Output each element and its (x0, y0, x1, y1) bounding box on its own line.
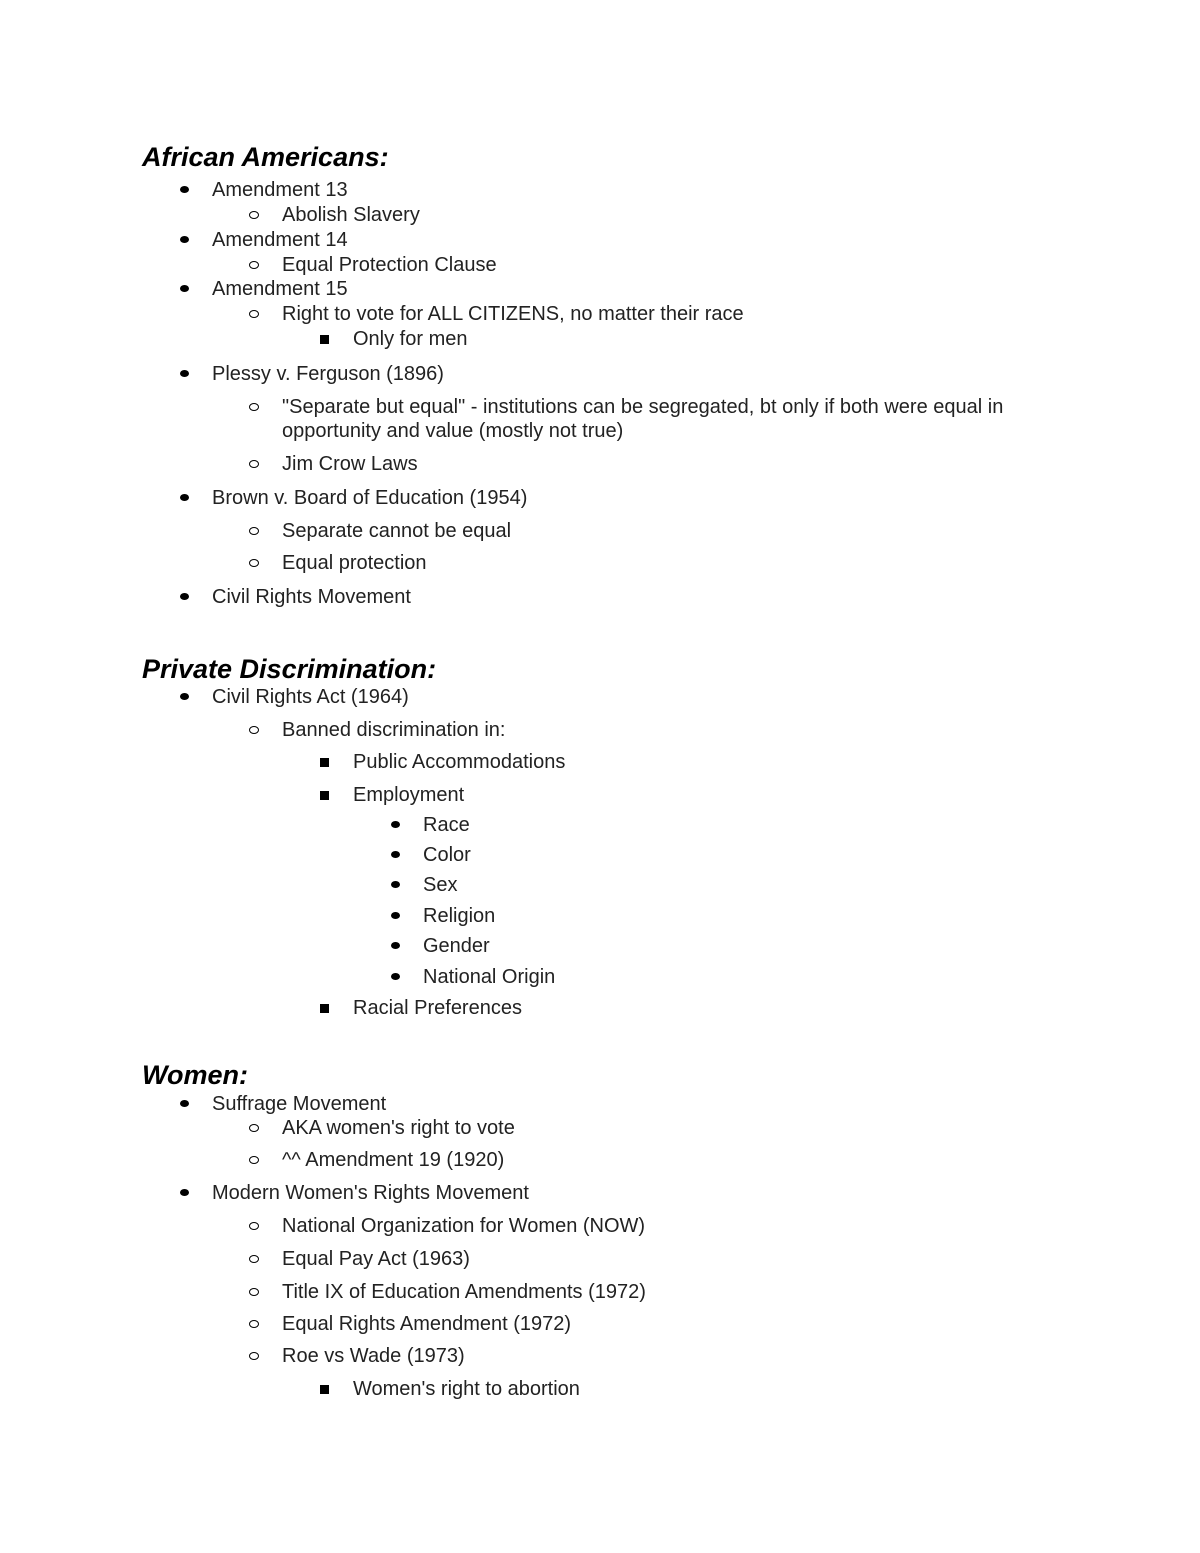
bullet-disc-icon (180, 693, 189, 700)
bullet-square-icon (320, 1004, 329, 1013)
bullet-circle-icon (249, 460, 259, 468)
list-item-text: Jim Crow Laws (282, 453, 418, 475)
bullet-disc-icon (180, 593, 189, 600)
list-item (212, 277, 348, 301)
list-item (353, 1377, 580, 1401)
list-item (282, 1214, 645, 1238)
list-item-text: Amendment 14 (212, 229, 348, 251)
list-item (212, 362, 444, 386)
list-item (282, 1148, 504, 1172)
list-item (282, 1280, 646, 1304)
bullet-disc-icon (391, 912, 400, 919)
list-item-text: Equal Rights Amendment (1972) (282, 1313, 572, 1335)
list-item-text: Right to vote for ALL CITIZENS, no matter their race (282, 303, 744, 325)
list-item-text: Racial Preferences (353, 997, 522, 1019)
list-item-text: Civil Rights Movement (212, 586, 411, 608)
list-item-text: Banned discrimination in: (282, 719, 506, 741)
list-item-text: "Separate but equal" - institutions can be segregated, bt only if both were equal in opportunity and value (mostly not true) (282, 396, 1004, 442)
list-item-text: Equal protection (282, 552, 427, 574)
section-heading-women: Women: (142, 1060, 248, 1090)
list-item-text: Employment (353, 784, 465, 806)
list-item-text: Brown v. Board of Education (1954) (212, 487, 528, 509)
bullet-circle-icon (249, 1124, 259, 1132)
list-item-text: Equal Protection Clause (282, 254, 497, 276)
list-item (212, 585, 411, 609)
bullet-circle-icon (249, 261, 259, 269)
bullet-disc-icon (180, 494, 189, 501)
list-item-text: Modern Women's Rights Movement (212, 1182, 529, 1204)
list-item-text: Religion (423, 905, 496, 927)
list-item (353, 750, 565, 774)
list-item (423, 904, 495, 928)
bullet-disc-icon (391, 851, 400, 858)
bullet-square-icon (320, 758, 329, 767)
list-item (282, 551, 427, 575)
bullet-circle-icon (249, 1320, 259, 1328)
list-item (423, 934, 490, 958)
bullet-circle-icon (249, 1156, 259, 1164)
list-item (282, 1247, 470, 1271)
list-item-text: AKA women's right to vote (282, 1117, 515, 1139)
list-item-text: Race (423, 814, 470, 836)
list-item (423, 813, 470, 837)
list-item (212, 1092, 386, 1116)
list-item (212, 228, 348, 252)
list-item (282, 1344, 465, 1368)
list-item (423, 843, 471, 867)
list-item (353, 783, 464, 807)
bullet-disc-icon (180, 1100, 189, 1107)
bullet-disc-icon (391, 821, 400, 828)
bullet-disc-icon (391, 881, 400, 888)
list-item-text: National Origin (423, 966, 556, 988)
list-item-text: Equal Pay Act (1963) (282, 1248, 470, 1270)
bullet-circle-icon (249, 1352, 259, 1360)
bullet-disc-icon (180, 1189, 189, 1196)
list-item-text: Only for men (353, 328, 468, 350)
bullet-square-icon (320, 1385, 329, 1394)
list-item-text: Civil Rights Act (1964) (212, 686, 409, 708)
bullet-circle-icon (249, 403, 259, 411)
list-item-text: Gender (423, 935, 490, 957)
list-item (423, 873, 457, 897)
list-item (282, 302, 744, 326)
list-item-text: Amendment 15 (212, 278, 348, 300)
list-item (423, 965, 555, 989)
list-item (212, 486, 527, 510)
bullet-square-icon (320, 335, 329, 344)
bullet-disc-icon (180, 236, 189, 243)
list-item (212, 685, 409, 709)
list-item-text: Color (423, 844, 471, 866)
list-item (353, 996, 522, 1020)
list-item (212, 178, 348, 202)
list-item-text: Roe vs Wade (1973) (282, 1345, 465, 1367)
list-item (282, 1312, 571, 1336)
section-heading-african-americans: African Americans: (142, 142, 389, 172)
list-item-text: Women's right to abortion (353, 1378, 580, 1400)
bullet-circle-icon (249, 1255, 259, 1263)
list-item-text: Public Accommodations (353, 751, 566, 773)
bullet-disc-icon (180, 370, 189, 377)
bullet-circle-icon (249, 527, 259, 535)
list-item-text: National Organization for Women (NOW) (282, 1215, 646, 1237)
bullet-square-icon (320, 791, 329, 800)
bullet-disc-icon (391, 942, 400, 949)
list-item-text: ^^ Amendment 19 (1920) (282, 1149, 505, 1171)
list-item-text: Abolish Slavery (282, 204, 420, 226)
bullet-circle-icon (249, 1222, 259, 1230)
list-item-text: Plessy v. Ferguson (1896) (212, 363, 444, 385)
list-item (282, 1116, 515, 1140)
bullet-circle-icon (249, 559, 259, 567)
list-item-text: Suffrage Movement (212, 1093, 387, 1115)
bullet-circle-icon (249, 726, 259, 734)
list-item (282, 203, 420, 227)
section-heading-private-discrimination: Private Discrimination: (142, 654, 437, 684)
list-item (282, 718, 505, 742)
list-item (282, 519, 511, 543)
bullet-circle-icon (249, 1288, 259, 1296)
bullet-disc-icon (180, 186, 189, 193)
list-item-text: Sex (423, 874, 458, 896)
list-item-text: Title IX of Education Amendments (1972) (282, 1281, 646, 1303)
list-item (353, 327, 467, 351)
bullet-disc-icon (391, 973, 400, 980)
list-item (282, 395, 1072, 443)
list-item (282, 452, 418, 476)
list-item-text: Amendment 13 (212, 179, 348, 201)
list-item (212, 1181, 529, 1205)
list-item (282, 253, 497, 277)
bullet-circle-icon (249, 211, 259, 219)
bullet-circle-icon (249, 310, 259, 318)
bullet-disc-icon (180, 285, 189, 292)
list-item-text: Separate cannot be equal (282, 520, 512, 542)
